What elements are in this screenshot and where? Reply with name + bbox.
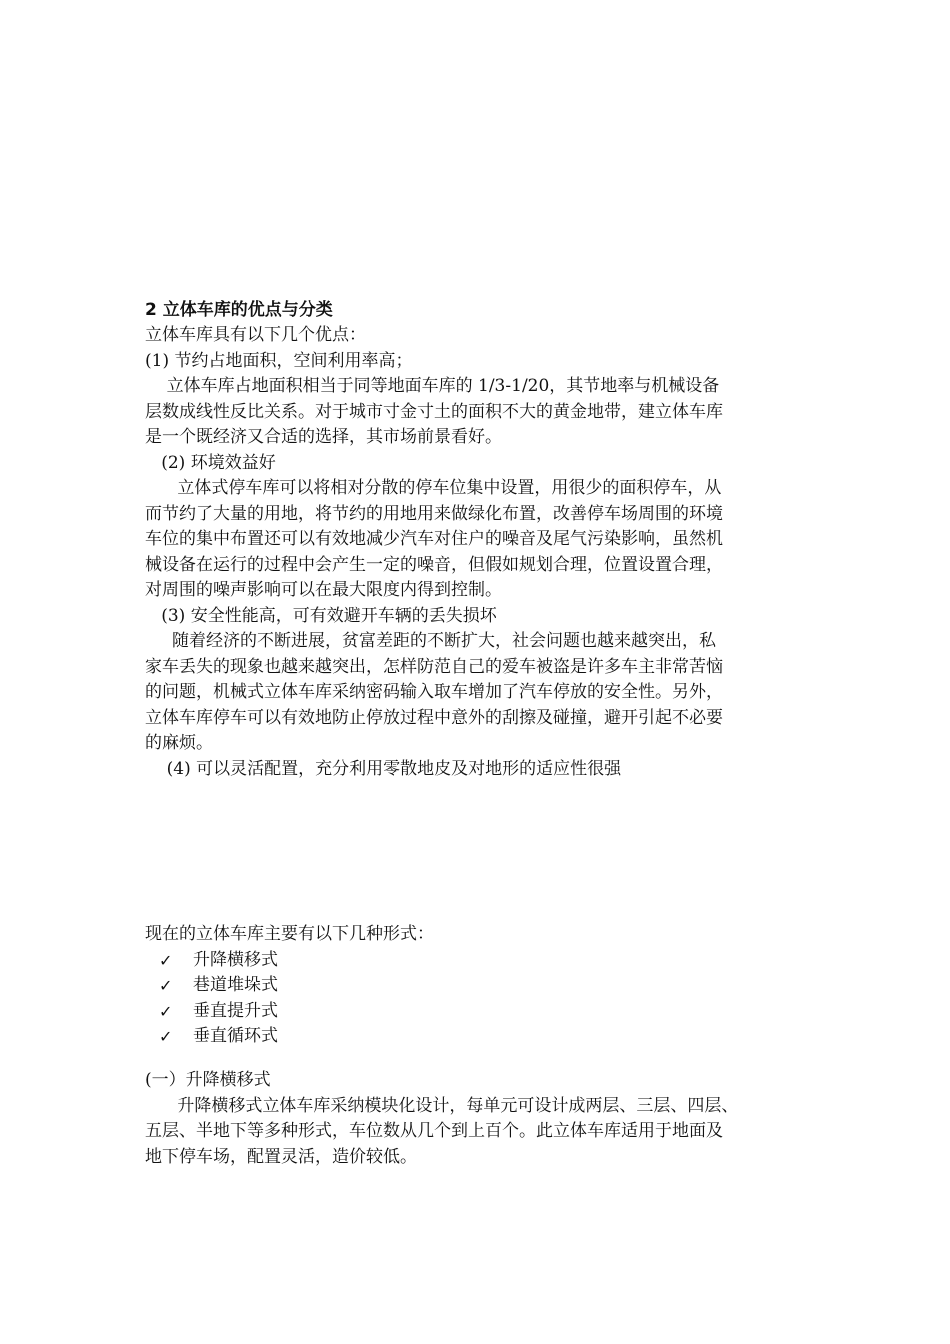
- paragraph-line: 立体式停车库可以将相对分散的停车位集中设置，用很少的面积停车，从: [145, 478, 722, 498]
- advantage-2-title: (2) 环境效益好: [145, 452, 276, 473]
- subsection-title: (一）升降横移式: [145, 1070, 271, 1090]
- checkmark-icon: ✓: [159, 1027, 173, 1046]
- list-item: [145, 1024, 825, 1050]
- paragraph-line: 是一个既经济又合适的选择，其市场前景看好。: [145, 427, 502, 447]
- paragraph-line: 械设备在运行的过程中会产生一定的噪音，但假如规划合理，位置设置合理，: [145, 554, 723, 575]
- paragraph-line: 升降横移式立体车库采纳模块化设计，每单元可设计成两层、三层、四层、: [145, 1095, 739, 1116]
- checkmark-icon: ✓: [159, 1001, 173, 1021]
- list-item-label: 垂直循环式: [193, 1026, 278, 1046]
- list-item-label: 垂直提升式: [193, 1000, 278, 1021]
- types-intro: 现在的立体车库主要有以下几种形式：: [145, 924, 434, 944]
- paragraph-line: 家车丢失的现象也越来越突出，怎样防范自己的爱车被盗是许多车主非常苦恼: [145, 656, 723, 677]
- list-item: [145, 973, 825, 999]
- list-item-label: 升降横移式: [193, 949, 278, 970]
- paragraph-line: 车位的集中布置还可以有效地减少汽车对住户的噪音及尾气污染影响，虽然机: [145, 529, 723, 549]
- paragraph-line: 而节约了大量的用地，将节约的用地用来做绿化布置，改善停车场周围的环境: [145, 503, 723, 524]
- paragraph-line: 地下停车场，配置灵活，造价较低。: [145, 1146, 417, 1167]
- paragraph-line: 随着经济的不断进展，贫富差距的不断扩大，社会问题也越来越突出，私: [145, 631, 717, 651]
- advantage-4-title: (4) 可以灵活配置，充分利用零散地皮及对地形的适应性很强: [145, 758, 622, 779]
- checkmark-icon: ✓: [159, 976, 173, 995]
- checkmark-icon: ✓: [159, 950, 173, 970]
- types-section: [145, 922, 825, 1050]
- paragraph-line: 层数成线性反比关系。对于城市寸金寸土的面积不大的黄金地带，建立体车库: [145, 401, 723, 422]
- paragraph-line: 对周围的噪声影响可以在最大限度内得到控制。: [145, 580, 502, 600]
- subsection-lift-slide: [145, 1068, 825, 1170]
- advantage-1-title: (1) 节约占地面积，空间利用率高；: [145, 350, 413, 371]
- paragraph-line: 五层、半地下等多种形式，车位数从几个到上百个。此立体车库适用于地面及: [145, 1121, 723, 1141]
- section-heading: 2 立体车库的优点与分类: [145, 300, 333, 320]
- section-intro: 立体车库具有以下几个优点：: [145, 325, 366, 345]
- advantage-3-title: (3) 安全性能高，可有效避开车辆的丢失损坏: [145, 605, 497, 626]
- paragraph-line: 立体车库占地面积相当于同等地面车库的 1/3-1/20，其节地率与机械设备: [145, 376, 720, 396]
- paragraph-line: 立体车库停车可以有效地防止停放过程中意外的刮擦及碰撞，避开引起不必要: [145, 707, 723, 728]
- paragraph-line: 的麻烦。: [145, 733, 213, 753]
- list-item: [145, 999, 825, 1025]
- paragraph-line: 的问题，机械式立体车库采纳密码输入取车增加了汽车停放的安全性。另外，: [145, 682, 723, 702]
- section-advantages: [145, 298, 825, 782]
- list-item: [145, 948, 825, 974]
- list-item-label: 巷道堆垛式: [193, 975, 278, 995]
